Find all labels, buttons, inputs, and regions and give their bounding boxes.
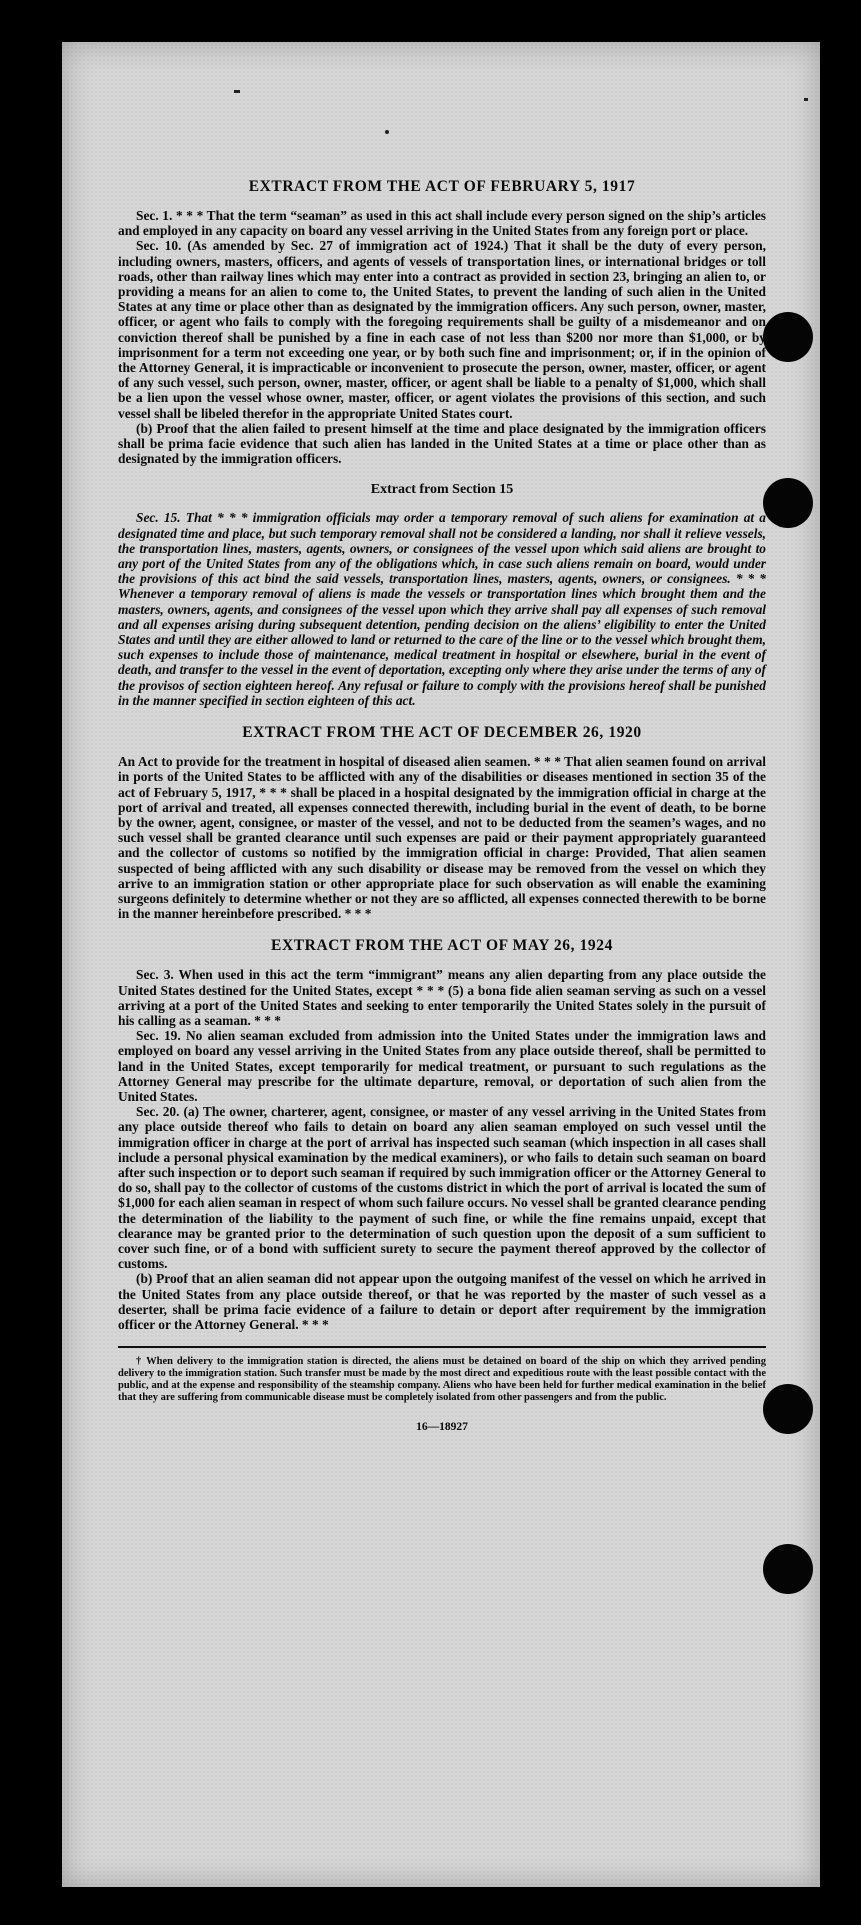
footnote-text: † When delivery to the immigration station is directed, the aliens must be detained on board of the ship on which they arrived pending delivery to the immigration station. Such transfer must be made by the most direct and expeditious route with the least possible contact with the public, and at the expense and responsibility of the steamship company. Aliens who have been held for further medical examination in the belief that they are suffering from communicable disease must be completely isolated from other passengers and from the public. xyxy=(118,1356,766,1403)
paragraph-sec-20-b: (b) Proof that an alien seaman did not appear upon the outgoing manifest of the vessel on which he arrived in the United States from any place outside thereof, or that he was reported by the master of such vessel as a deserter, shall be prima facie evidence of a failure to detain or deport after requirement by the immigration officer or the Attorney General. * * * xyxy=(118,1271,766,1332)
footnote-block xyxy=(118,1356,766,1403)
heading-act-dec-1920: EXTRACT FROM THE ACT OF DECEMBER 26, 1920 xyxy=(242,724,642,742)
scan-speck xyxy=(234,90,240,93)
paragraph-sec-1: Sec. 1. * * * That the term “seaman” as used in this act shall include every person signed on the ship’s articles and employed in any capacity on board any vessel arriving in the United States from any foreign port or place. xyxy=(118,208,766,239)
paragraph-sec-20-a: Sec. 20. (a) The owner, charterer, agent, consignee, or master of any vessel arriving in the United States from any place outside thereof who fails to detain on board any alien seaman employed on such vessel until the immigration officer in charge at the port of arrival has inspected such seaman (which inspection in all cases shall include a personal physical examination by the medical examiners), or who fails to detain such seaman on board after such inspection or to deport such seaman if required by such immigration officer or the Attorney General to do so, shall pay to the collector of customs of the customs district in which the port of arrival is located the sum of $1,000 for each alien seaman in respect of whom such failure occurs. No vessel shall be granted clearance pending the determination of the liability to the payment of such fine, or while the fine remains unpaid, except that clearance may be granted prior to the determination of such question upon the deposit of a sum sufficient to cover such fine, or of a bond with sufficient surety to secure the payment thereof approved by the collector of customs. xyxy=(118,1104,766,1272)
paragraph-sec-3: Sec. 3. When used in this act the term “immigrant” means any alien departing from any place outside the United States destined for the United States, except * * * (5) a bona fide alien seaman serving as such on a vessel arriving at a port of the United States and seeking to enter temporarily the United States solely in the pursuit of his calling as a seaman. * * * xyxy=(118,967,766,1028)
punch-hole xyxy=(763,1384,813,1434)
footnote-divider xyxy=(118,1346,766,1348)
paragraph-sec-19: Sec. 19. No alien seaman excluded from admission into the United States under the immigration laws and employed on board any vessel arriving in the United States from any place outside thereof, shall be permitted to land in the United States, except temporarily for medical treatment, or pursuant to such regulations as the Attorney General may prescribe for the ultimate departure, removal, or deportation of such alien from the United States. xyxy=(118,1028,766,1104)
paragraph-act-1920: An Act to provide for the treatment in hospital of diseased alien seamen. * * * That alien seamen found on arrival in ports of the United States to be afflicted with any of the disabilities or diseases mentioned in section 35 of the act of February 5, 1917, * * * shall be placed in a hospital designated by the immigration official in charge at the port of arrival and treated, all expenses connected therewith, including burial in the event of death, to be borne by the owner, agent, consignee, or master of the vessel, and not to be deducted from the seamen’s wages, and no such vessel shall be granted clearance until such expenses are paid or their payment appropriately guaranteed and the collector of customs so notified by the immigration official in charge: Provided, That alien seamen suspected of being afflicted with any such disability or disease may be removed from the vessel on which they arrive to an immigration station or other appropriate place for such observation as will enable the examining surgeons definitely to determine whether or not they are so afflicted, all expenses connected therewith to be borne in the manner hereinbefore prescribed. * * * xyxy=(118,754,766,922)
heading-act-may-1924: EXTRACT FROM THE ACT OF MAY 26, 1924 xyxy=(271,937,613,955)
paragraph-sec-10: Sec. 10. (As amended by Sec. 27 of immigration act of 1924.) That it shall be the duty of every person, including owners, masters, officers, and agents of vessels of transportation lines, or international bridges or toll roads, other than railway lines which may enter into a contract as provided in section 23, bringing an alien to, or providing a means for an alien to come to, the United States, to prevent the landing of such alien in the United States at any time or place other than as designated by the immigration officers. Any such person, owner, master, officer, or agent who fails to comply with the foregoing requirements shall be guilty of a misdemeanor and on conviction thereof shall be punished by a fine in each case of not less than $200 nor more than $1,000, or by imprisonment for a term not exceeding one year, or by both such fine and imprisonment; or, if in the opinion of the Attorney General, it is impracticable or inconvenient to prosecute the person, owner, master, officer, or agent of any such vessel, such person, owner, master, officer, or agent shall be liable to a penalty of $1,000, which shall be a lien upon the vessel whose owner, master, officer, or agent violates the provisions of this section, and such vessel shall be libeled therefor in the appropriate United States court. xyxy=(118,238,766,421)
paragraph-sec-15: Sec. 15. That * * * immigration officials may order a temporary removal of such aliens for examination at a designated time and place, but such temporary removal shall not be considered a landing, nor shall it relieve vessels, the transportation lines, masters, agents, owners, or consignees of the vessel upon which said aliens are brought to any port of the United States from any of the obligations which, in case such aliens remain on board, would under the provisions of this act bind the said vessels, transportation lines, masters, agents, owners, or consignees. * * * Whenever a temporary removal of aliens is made the vessels or transportation lines which brought them and the masters, owners, agents, and consignees of the vessel upon which they arrive shall pay all expenses of such removal and all expenses arising during subsequent detention, pending decision on the aliens’ eligibility to enter the United States and until they are either allowed to land or returned to the care of the line or to the vessel which brought them, such expenses to include those of maintenance, medical treatment in hospital or elsewhere, burial in the event of death, and transfer to the vessel in the event of deportation, excepting only where they arise under the terms of any of the provisos of section eighteen hereof. Any refusal or failure to comply with the provisions hereof shall be punished in the manner specified in section eighteen of this act. xyxy=(118,510,766,708)
scan-speck xyxy=(804,98,808,101)
scan-speck xyxy=(385,130,389,134)
punch-hole xyxy=(763,312,813,362)
scanned-page xyxy=(62,42,820,1887)
heading-section-15: Extract from Section 15 xyxy=(370,482,514,498)
punch-hole xyxy=(763,1544,813,1594)
document-body xyxy=(118,176,766,1433)
paragraph-sec-10-b: (b) Proof that the alien failed to present himself at the time and place designated by the immigration officers shall be prima facie evidence that such alien has landed in the United States at a time or place other than as designated by the immigration officers. xyxy=(118,420,766,467)
punch-hole xyxy=(763,478,813,528)
page-number: 16—18927 xyxy=(416,1421,468,1434)
heading-act-feb-1917: EXTRACT FROM THE ACT OF FEBRUARY 5, 1917 xyxy=(248,178,636,195)
